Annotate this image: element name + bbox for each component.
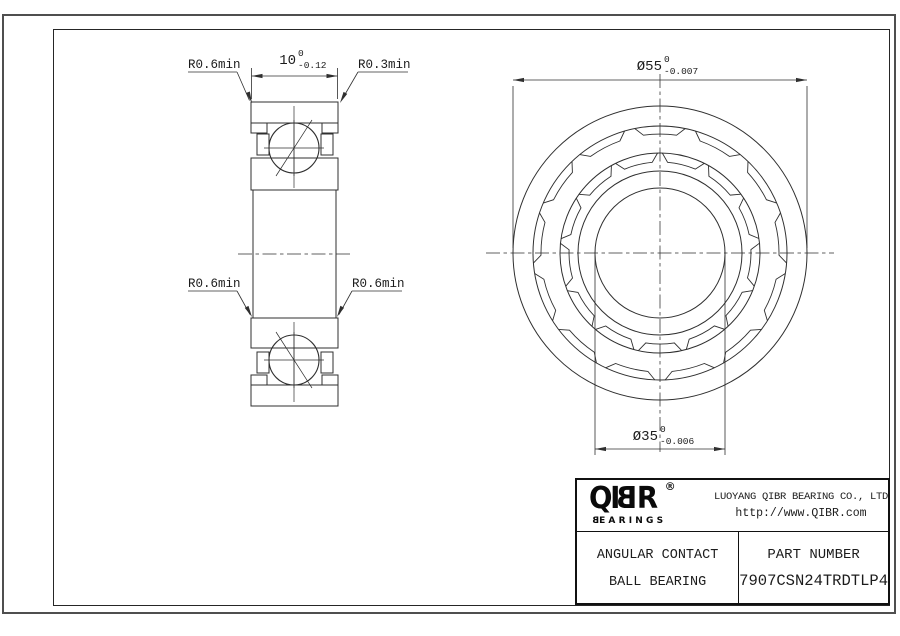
title-block-detail-row [577,532,888,605]
cage-pocket [748,162,777,204]
product-name-cell [577,532,739,605]
bore-dim-value: Ø35 [632,429,658,445]
part-number-label: PART NUMBER [767,547,860,563]
cage-pocket [686,326,724,350]
company-info [714,480,888,531]
cage-pocket [561,198,581,239]
arrowhead [245,306,254,318]
cage-pocket [748,243,760,286]
cage-section [321,134,333,155]
cage-pocket [739,198,759,238]
arrowhead [513,78,524,82]
section-view [188,48,411,406]
section-top-half [251,102,338,190]
logo [577,480,714,531]
cage-pocket [764,274,785,321]
front-view [486,54,834,455]
title-block [575,478,890,605]
logo-text: QIBR [589,481,656,516]
cage-pocket [580,131,625,156]
outer-ring-section [251,385,338,406]
leader-label: R0.6min [352,277,405,291]
bore-dim-tol-upper: 0 [660,424,666,435]
arrowhead [327,74,338,78]
cage-pocket [665,364,714,380]
cage-section [321,352,333,373]
arrowhead [252,74,263,78]
bore-dim-tol-lower: -0.006 [660,436,695,447]
company-website: http://www.QIBR.com [735,507,867,520]
cage-pocket [775,213,787,263]
product-line1: ANGULAR CONTACT [596,547,719,563]
outer-ring-section [251,102,338,123]
registered-trademark-icon: ® [664,480,676,493]
logo-line [589,480,714,516]
cage-pocket [535,274,556,321]
leader-label: R0.3min [358,58,411,72]
cage-pocket [561,243,573,286]
width-dimension [252,48,338,99]
leader-r06-mid-left [188,277,254,318]
width-dim-tol-upper: 0 [298,48,304,59]
title-block-header-row [577,480,888,532]
od-dim-tol-upper: 0 [664,54,670,65]
inner-ring-section [251,158,338,190]
cage-pocket [559,329,597,363]
cage-section [257,352,269,373]
width-dim-tol-lower: -0.12 [298,60,327,71]
part-number-value: 7907CSN24TRDTLP4 [739,572,888,590]
cage-pocket [596,326,634,350]
company-name: LUOYANG QIBR BEARING CO., LTD [713,491,888,503]
width-dim-value: 10 [279,53,296,69]
cage-pocket [695,131,740,156]
leader-label: R0.6min [188,277,241,291]
od-dim-value: Ø55 [636,59,662,75]
arrowhead [714,447,725,451]
leader-label: R0.6min [188,58,241,72]
product-line2: BALL BEARING [608,574,707,590]
od-dim-tol-lower: -0.007 [664,66,699,77]
outer-ring-shoulder [251,123,267,133]
inner-ring-section [251,318,338,348]
arrowhead [595,447,606,451]
part-number-cell [739,532,888,605]
leader-r06-mid-right [335,277,404,318]
cage-pocket [533,213,545,263]
arrowhead [796,78,807,82]
outer-ring-shoulder [322,123,338,133]
cage-pocket [606,364,655,380]
leader-line [237,72,250,101]
outer-ring-shoulder [322,375,338,385]
logo-subtext: BEARINGS [589,516,667,526]
cage-pocket [543,162,572,204]
leader-r06-top-left [188,58,254,104]
section-bottom-half [251,318,338,406]
arrowhead [338,92,347,104]
cage-pocket [724,329,762,363]
leader-r03-top-right [338,58,410,104]
outer-ring-shoulder [251,375,267,385]
cage-section [257,134,269,155]
